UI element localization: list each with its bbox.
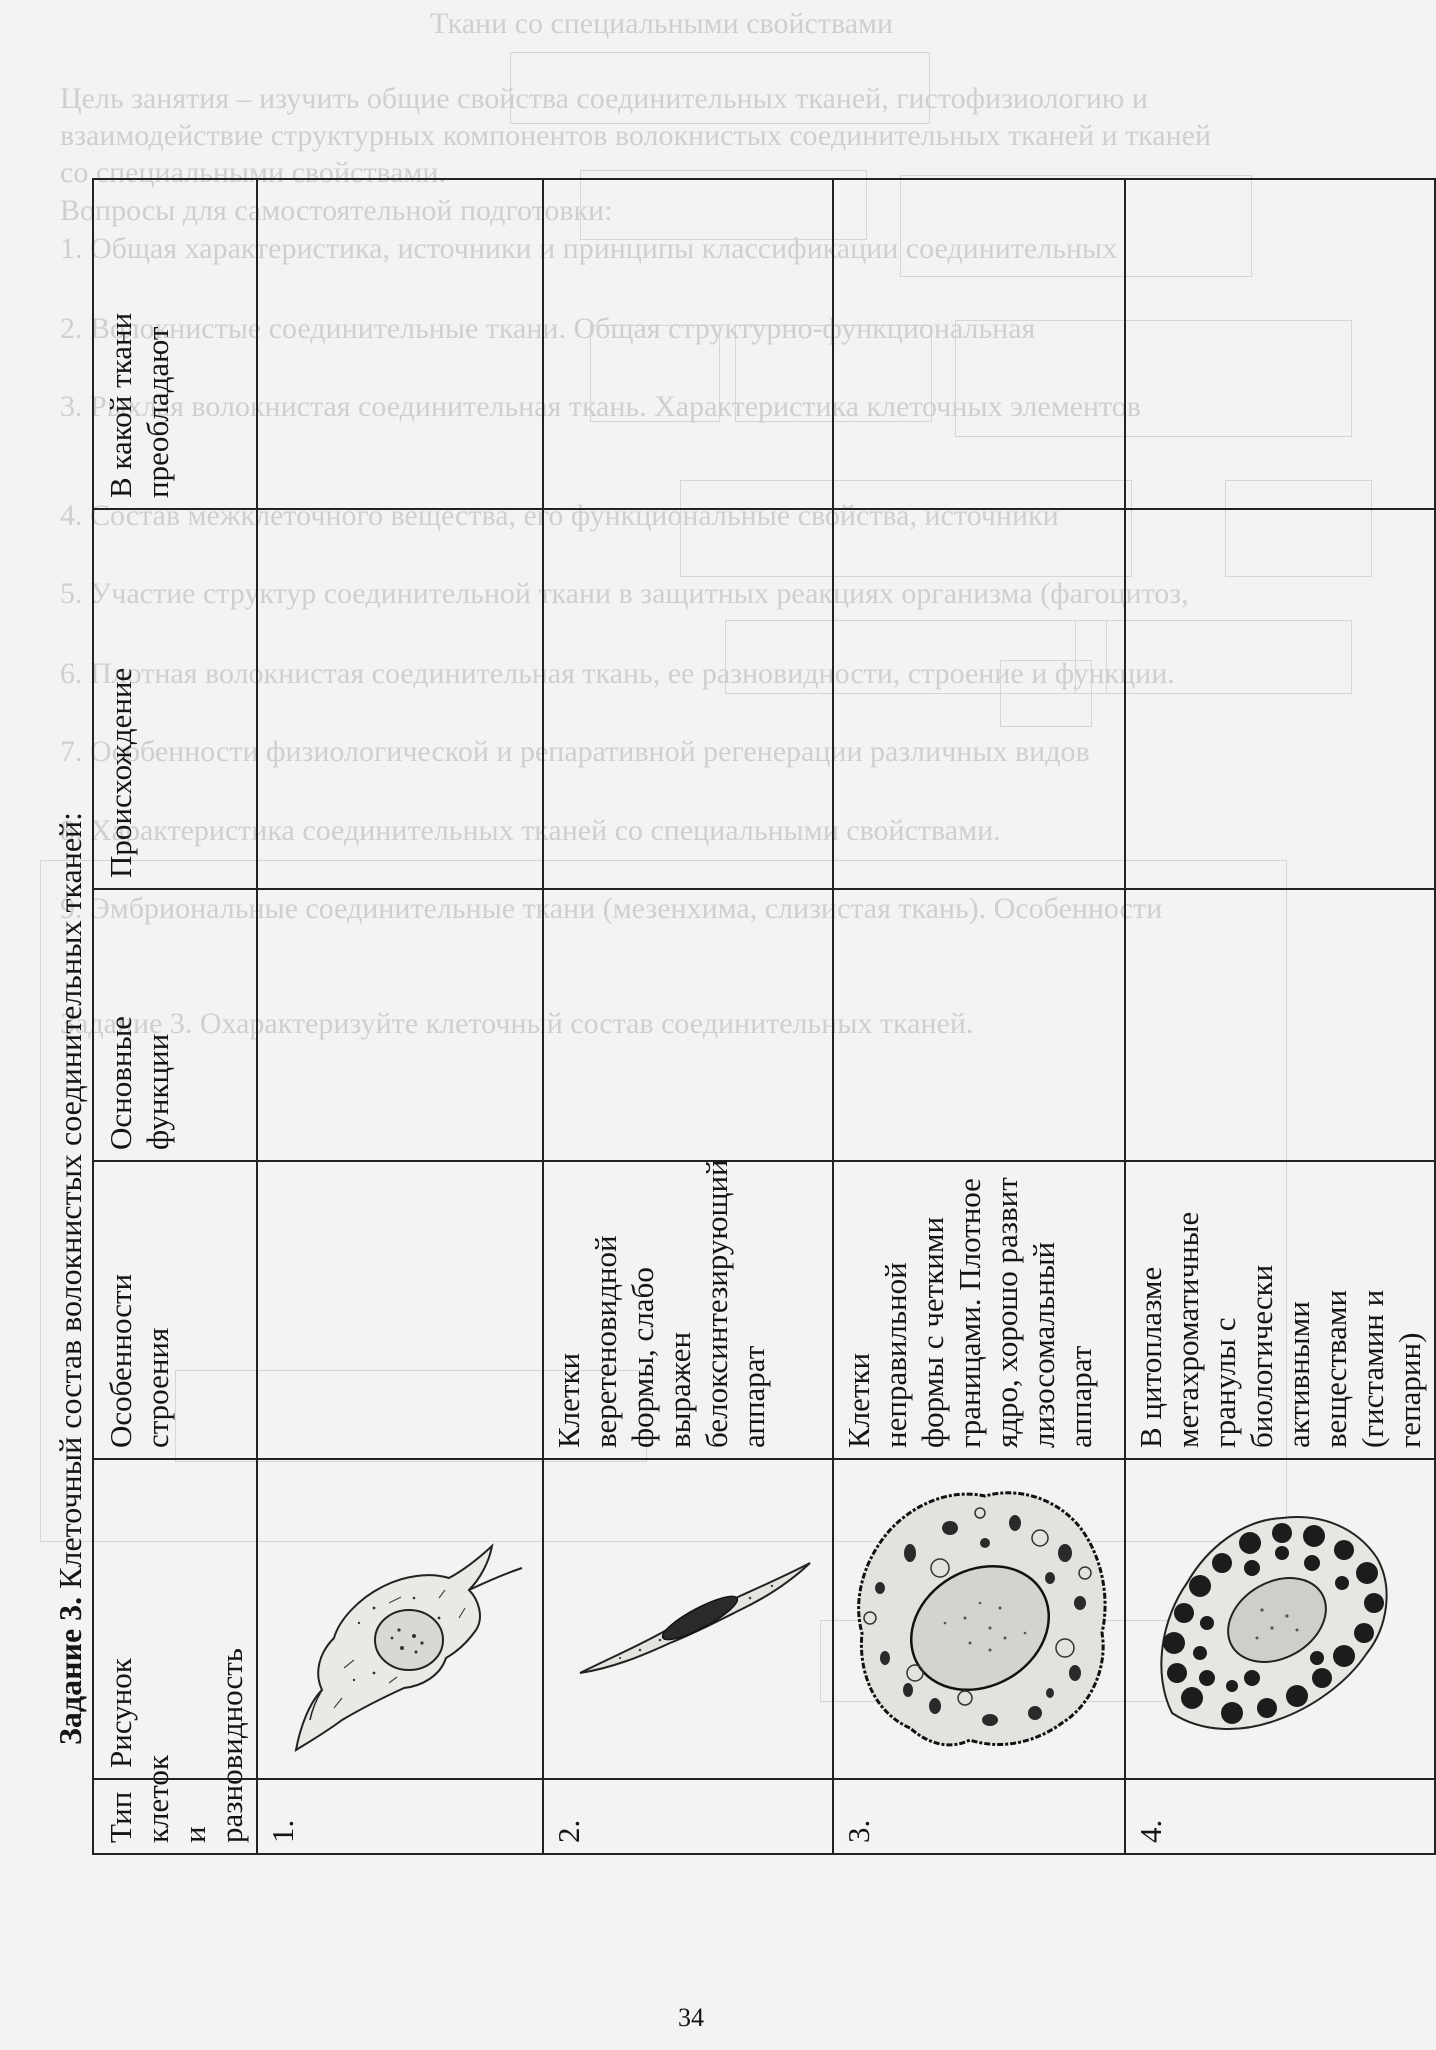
header-drawing: Рисунок <box>93 1459 257 1779</box>
table-row <box>257 179 543 1854</box>
structure-text <box>257 1161 543 1459</box>
tissue-text <box>1125 179 1435 509</box>
functions-text <box>1125 889 1435 1161</box>
row-number: 1. <box>257 1779 543 1854</box>
origin-text <box>1125 509 1435 889</box>
structure-text: Клетки веретеновидной формы, слабо выражен белоксинтезирующий аппарат <box>543 1161 833 1459</box>
row-number: 3. <box>833 1779 1125 1854</box>
structure-text: В цитоплазме метахроматичные гранулы с биологически активными веществами (гистамин и гепарин) <box>1125 1161 1435 1459</box>
table-header-row <box>93 179 257 1854</box>
tissue-text <box>543 179 833 509</box>
header-origin: Происхождение <box>93 509 257 889</box>
table-row <box>833 179 1125 1854</box>
header-functions: Основные функции <box>93 889 257 1161</box>
row-number: 4. <box>1125 1779 1435 1854</box>
task-label: Задание 3. <box>52 1596 88 1745</box>
tissue-text <box>257 179 543 509</box>
fibrocyte-drawing-icon <box>550 1468 820 1768</box>
origin-text <box>543 509 833 889</box>
tissue-text <box>833 179 1125 509</box>
row-number: 2. <box>543 1779 833 1854</box>
mast-cell-drawing-icon <box>1132 1468 1407 1768</box>
cell-composition-table <box>92 178 1436 1855</box>
drawing-cell <box>1125 1459 1435 1779</box>
drawing-cell <box>833 1459 1125 1779</box>
functions-text <box>543 889 833 1161</box>
table-row <box>1125 179 1435 1854</box>
drawing-cell <box>257 1459 543 1779</box>
page-number: 34 <box>678 2003 704 2032</box>
structure-text: Клетки неправильной формы с четкими границами. Плотное ядро, хорошо развит лизосомальный аппарат <box>833 1161 1125 1459</box>
task-text: Клеточный состав волокнистых соединительных тканей: <box>52 811 88 1589</box>
bleed-through-background: Ткани со специальными свойствами Цель занятия – изучить общие свойства соединительных тканей, гистофизиологию и взаимодействие структурных компонентов волокнистых соединительных тканей и тканей со специальными свойствами. Вопросы для самостоятельной подготовки: 1. Общая характеристика, источники и принципы классификации соединительных 2. Волокнистые соединительные ткани. Общая структурно-функциональная 3. Рыхлая волокнистая соединительная ткань. Характеристика клеточных элементов 4. Состав межклеточного вещества, его функциональные свойства, источники 5. Участие структур соединительной ткани в защитных реакциях организма (фагоцитоз, 6. Плотная волокнистая соединительная ткань, ее разновидности, строение и функции. 7. Особенности физиологической и репаративной регенерации различных видов 8. Характеристика соединительных тканей со специальными свойствами. 9. Эмбриональные соединительные ткани (мезенхима, слизистая ткань). Особенности Задание 3. Охарактеризуйте клеточный состав соединительных тканей. <box>0 0 1373 2050</box>
origin-text <box>833 509 1125 889</box>
drawing-cell <box>543 1459 833 1779</box>
macrophage-drawing-icon <box>840 1468 1115 1768</box>
origin-text <box>257 509 543 889</box>
table-row <box>543 179 833 1854</box>
header-structure: Особенности строения <box>93 1161 257 1459</box>
header-tissue: В какой ткани преобладают <box>93 179 257 509</box>
rotated-page-content <box>0 90 1427 2050</box>
header-cell-type: Тип клеток и разновидность <box>93 1779 257 1854</box>
fibroblast-drawing-icon <box>264 1468 529 1768</box>
task-heading <box>52 812 89 1745</box>
functions-text <box>833 889 1125 1161</box>
functions-text <box>257 889 543 1161</box>
